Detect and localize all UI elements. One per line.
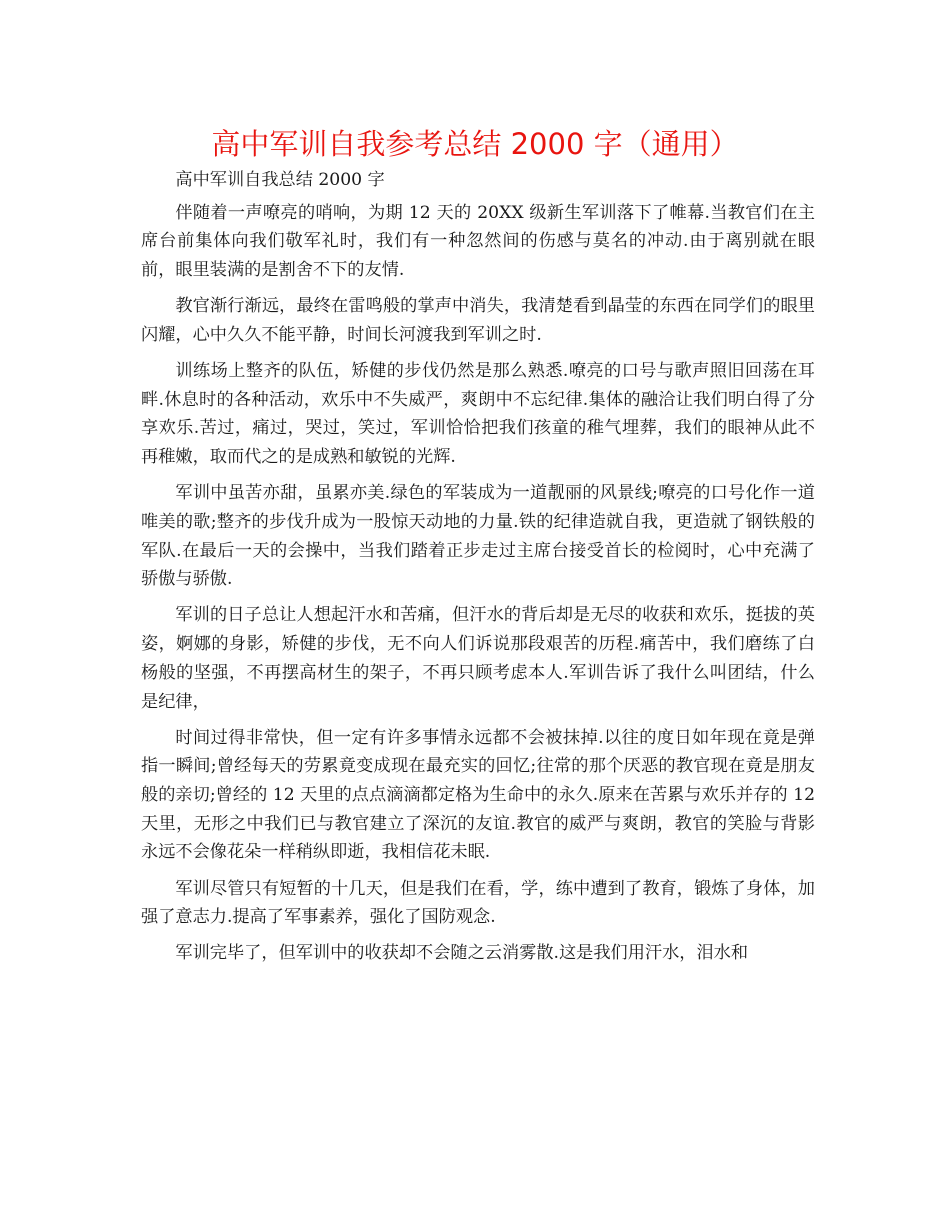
paragraph: 时间过得非常快，但一定有许多事情永远都不会被抹掉.以往的度日如年现在竟是弹指一瞬间;曾经每天的劳累竟变成现在最充实的回忆;往常的那个厌恶的教官现在竟是朋友般的亲切;曾经的 12 天里的点点滴滴都定格为生命中的永久.原来在苦累与欢乐并存的 12 天里，无形之中我们已与教官建立了深沉的友谊.教官的威严与爽朗，教官的笑脸与背影永远不会像花朵一样稍纵即逝，我相信花未眠. <box>141 727 815 863</box>
paragraph: 军训完毕了，但军训中的收获却不会随之云消雾散.这是我们用汗水，泪水和 <box>175 943 749 964</box>
paragraph: 教官渐行渐远，最终在雷鸣般的掌声中消失，我清楚看到晶莹的东西在同学们的眼里闪耀，心中久久不能平静，时间长河渡我到军训之时. <box>141 296 815 345</box>
paragraph: 军训中虽苦亦甜，虽累亦美.绿色的军装成为一道靓丽的风景线;嘹亮的口号化作一道唯美的歌;整齐的步伐升成为一股惊天动地的力量.铁的纪律造就自我，更造就了钢铁般的军队.在最后一天的会操中，当我们踏着正步走过主席台接受首长的检阅时，心中充满了骄傲与骄傲. <box>141 483 815 590</box>
paragraph: 军训尽管只有短暂的十几天，但是我们在看，学，练中遭到了教育，锻炼了身体，加强了意志力.提高了军事素养，强化了国防观念. <box>141 878 815 928</box>
document-subtitle: 高中军训自我总结 2000 字 <box>175 170 385 190</box>
document-title: 高中军训自我参考总结 2000 字（通用） <box>211 127 739 161</box>
paragraph: 伴随着一声嘹亮的哨响，为期 12 天的 20XX 级新生军训落下了帷幕.当教官们在主席台前集体向我们敬军礼时，我们有一种忽然间的伤感与莫名的冲动.由于离别就在眼前，眼里装满的是割舍不下的友情. <box>141 202 815 281</box>
paragraph: 军训的日子总让人想起汗水和苦痛，但汗水的背后却是无尽的收获和欢乐，挺拔的英姿，婀娜的身影，矫健的步伐，无不向人们诉说那段艰苦的历程.痛苦中，我们磨练了白杨般的坚强，不再摆高材生的架子，不再只顾考虑本人.军训告诉了我什么叫团结，什么是纪律， <box>141 605 815 712</box>
paragraph: 训练场上整齐的队伍，矫健的步伐仍然是那么熟悉.嘹亮的口号与歌声照旧回荡在耳畔.休息时的各种活动，欢乐中不失威严，爽朗中不忘纪律.集体的融洽让我们明白得了分享欢乐.苦过，痛过，哭过，笑过，军训恰恰把我们孩童的稚气埋葬，我们的眼神从此不再稚嫩，取而代之的是成熟和敏锐的光辉. <box>141 361 815 468</box>
document-body <box>141 166 815 975</box>
